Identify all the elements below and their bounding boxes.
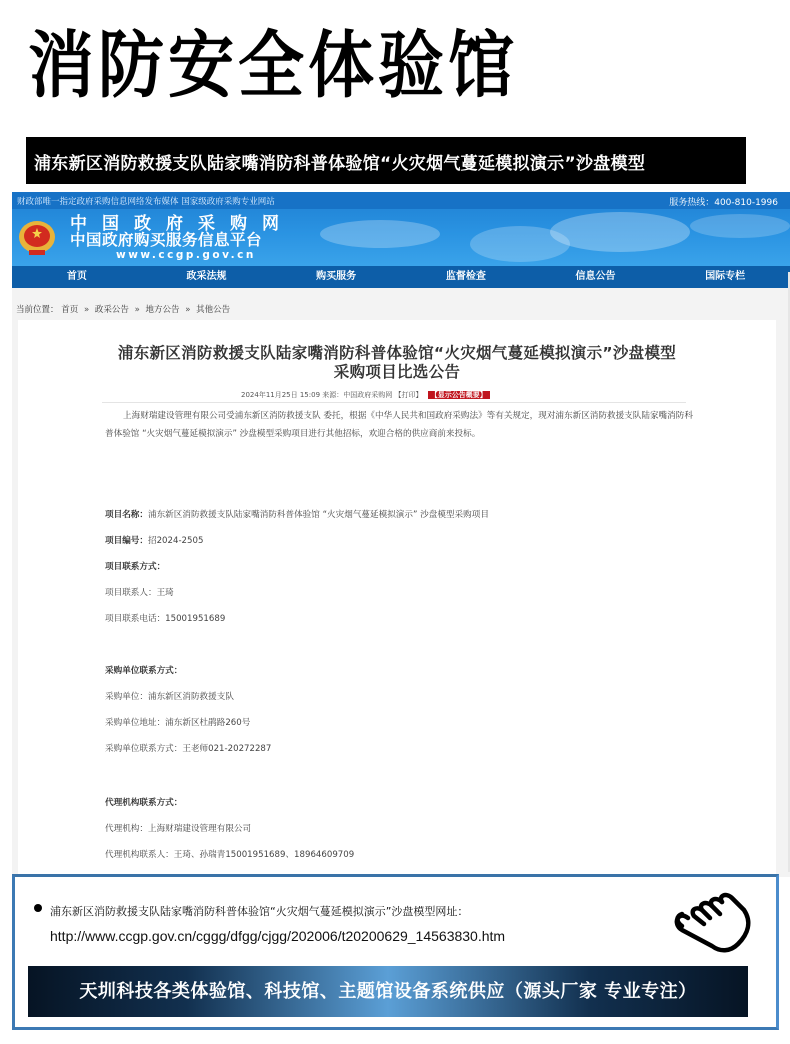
project-no-label: 项目编号： <box>105 536 148 546</box>
poster-title: 消防安全体验馆 <box>28 23 518 109</box>
buyer-contact: 采购单位联系方式：王老师021-20272287 <box>105 744 272 754</box>
breadcrumb-label: 当前位置： <box>16 305 59 315</box>
project-name-value: 浦东新区消防救援支队陆家嘴消防科普体验馆 “火灾烟气蔓延模拟演示” 沙盘模型采购项目 <box>147 510 489 520</box>
article-title-line1: 浦东新区消防救援支队陆家嘴消防科普体验馆“火灾烟气蔓延模拟演示”沙盘模型 <box>117 344 677 362</box>
buyer-heading <box>105 664 182 676</box>
project-no-row <box>105 534 203 546</box>
article-title-line2: 采购项目比选公告 <box>333 363 461 381</box>
breadcrumb-home[interactable]: 首页 <box>61 305 79 315</box>
nav-purchase-services[interactable]: 购买服务 <box>316 271 357 282</box>
agency-heading <box>105 796 182 808</box>
breadcrumb-separator: » <box>185 305 191 315</box>
subtitle-bar <box>26 137 746 184</box>
nav-regulations[interactable]: 政采法规 <box>186 271 227 282</box>
project-contact-phone: 项目联系电话：15001951689 <box>105 614 226 624</box>
article-datetime: 2024年11月25日 15:09 <box>241 391 321 399</box>
project-name-label: 项目名称： <box>105 510 148 520</box>
show-summary-button[interactable]: 【显示公告概要】 <box>428 391 490 399</box>
subtitle-text: 浦东新区消防救援支队陆家嘴消防科普体验馆“火灾烟气蔓延模拟演示”沙盘模型 <box>34 154 646 174</box>
site-header <box>12 192 790 266</box>
clouds-decoration <box>320 204 790 268</box>
nav-home[interactable]: 首页 <box>66 271 87 282</box>
article-title <box>18 344 776 382</box>
buyer-heading-text: 采购单位联系方式： <box>105 666 183 676</box>
agency-contact: 代理机构联系人：王琦、孙瑞青15001951689、18964609709 <box>105 850 355 860</box>
agency-heading-text: 代理机构联系方式： <box>105 798 183 808</box>
buyer-address: 采购单位地址：浦东新区杜鹃路260号 <box>105 718 251 728</box>
article-source: 来源：中国政府采购网 <box>322 391 393 399</box>
source-url-link[interactable]: http://www.ccgp.gov.cn/cggg/dfgg/cjgg/202006/t20200629_14563830.htm <box>50 928 506 944</box>
site-tagline: 财政部唯一指定政府采购信息网络发布媒体 国家级政府采购专业网站 <box>17 197 275 207</box>
project-no-value: 招2024-2505 <box>147 536 204 546</box>
agency-name: 代理机构：上海财瑞建设管理有限公司 <box>105 824 252 834</box>
logo-title: 中国政府采购网 <box>70 214 294 234</box>
breadcrumb <box>16 303 230 315</box>
article-panel <box>18 320 776 877</box>
breadcrumb-other-announcements[interactable]: 其他公告 <box>196 305 231 315</box>
breadcrumb-separator: » <box>83 305 90 315</box>
nav-announcements[interactable]: 信息公告 <box>575 271 616 282</box>
link-label: 浦东新区消防救援支队陆家嘴消防科普体验馆“火灾烟气蔓延模拟演示”沙盘模型网址： <box>50 905 469 918</box>
project-contact-heading-text: 项目联系方式： <box>105 562 166 572</box>
divider <box>102 402 686 403</box>
main-nav <box>12 266 790 288</box>
ccgp-page-screenshot <box>12 192 790 877</box>
hotline: 服务热线：400-810-1996 <box>669 198 778 208</box>
intro-paragraph: 上海财瑞建设管理有限公司受浦东新区消防救援支队 委托，根据《中华人民共和国政府采购法》等有关规定，现对浦东新区消防救援支队陆家嘴消防科普体验馆 “火灾烟气蔓延模拟演示” 沙盘模型采购项目进行其他招标，欢迎合格的供应商前来投标。 <box>105 411 693 439</box>
nav-supervision[interactable]: 监督检查 <box>445 271 486 282</box>
project-contact-person: 项目联系人：王琦 <box>105 588 174 598</box>
national-emblem-icon <box>17 219 57 257</box>
bullet-icon <box>34 904 42 912</box>
top-strip <box>12 192 790 209</box>
breadcrumb-separator: » <box>134 305 140 315</box>
print-link[interactable]: 【打印】 <box>394 391 423 399</box>
buyer-name: 采购单位：浦东新区消防救援支队 <box>105 692 234 702</box>
breadcrumb-local-announcements[interactable]: 地方公告 <box>145 305 180 315</box>
article-meta <box>241 390 490 400</box>
breadcrumb-gov-announcements[interactable]: 政采公告 <box>94 305 129 315</box>
project-contact-heading <box>105 560 165 572</box>
slogan-banner: 天圳科技各类体验馆、科技馆、主题馆设备系统供应（源头厂家 专业专注） <box>28 966 748 1017</box>
logo-subtitle: 中国政府购买服务信息平台 <box>70 231 263 249</box>
nav-international[interactable]: 国际专栏 <box>705 271 746 282</box>
pointing-hand-icon <box>668 888 760 958</box>
logo-url: www.ccgp.gov.cn <box>116 249 256 261</box>
project-name-row <box>105 508 489 520</box>
